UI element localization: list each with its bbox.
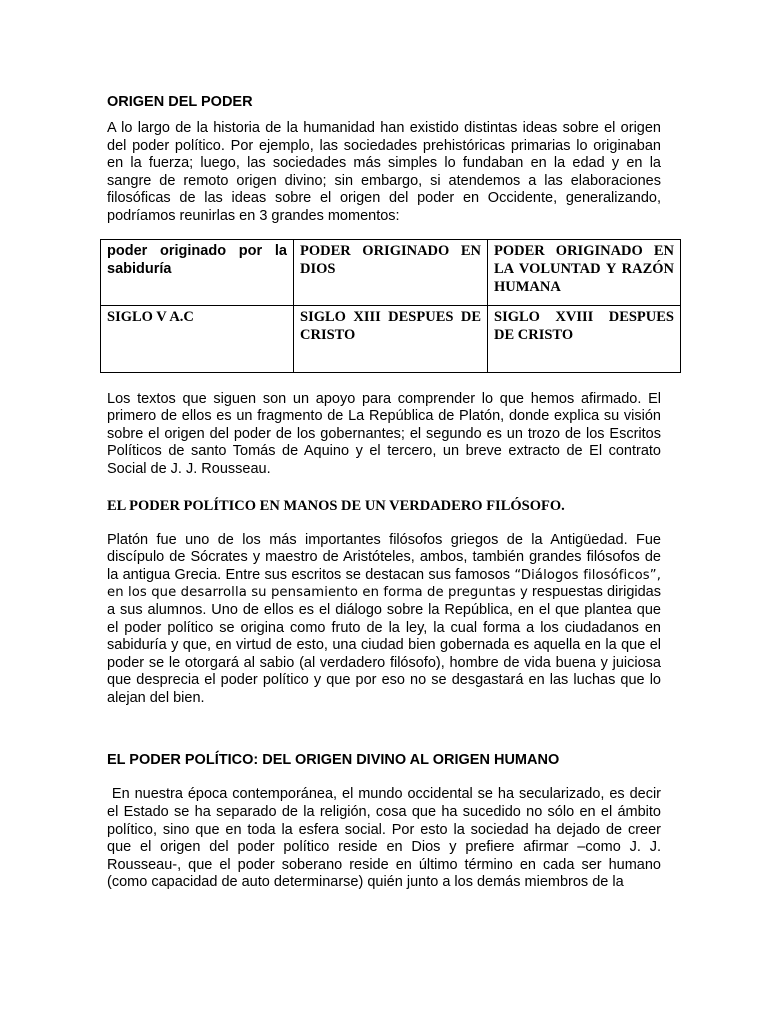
table-header-cell: poder originado por la sabiduría: [101, 239, 294, 305]
table-cell: SIGLO XVIII DESPUES DE CRISTO: [488, 305, 681, 372]
table-row: [101, 305, 681, 372]
section-heading-philosopher: EL PODER POLÍTICO EN MANOS DE UN VERDADERO FILÓSOFO.: [107, 497, 565, 514]
document-title: ORIGEN DEL PODER: [107, 94, 253, 110]
table-row: [101, 239, 681, 305]
table-header-cell: PODER ORIGINADO EN LA VOLUNTAD Y RAZÓN HUMANA: [488, 239, 681, 305]
plato-paragraph: [107, 532, 661, 708]
table-cell: SIGLO V A.C: [101, 305, 294, 372]
section-heading-divine-human: EL PODER POLÍTICO: DEL ORIGEN DIVINO AL ORIGEN HUMANO: [107, 752, 560, 769]
texts-paragraph: Los textos que siguen son un apoyo para comprender lo que hemos afirmado. El primero de ellos es un fragmento de La República de Platón, donde explica su visión sobre el origen del poder de los gobernantes; el segundo es un trozo de los Escritos Políticos de santo Tomás de Aquino y el tercero, un breve extracto de El contrato Social de J. J. Rousseau.: [107, 390, 661, 477]
plato-paragraph-quote: “Diálogos filosóficos”, en los que desarrolla su pensamiento en forma de preguntas y: [107, 567, 661, 601]
table-header-cell: PODER ORIGINADO EN DIOS: [294, 239, 488, 305]
power-origin-table: [100, 239, 681, 373]
intro-paragraph: A lo largo de la historia de la humanidad han existido distintas ideas sobre el origen del poder político. Por ejemplo, las sociedades prehistóricas primarias lo originaban en la fuerza; luego, las sociedades más simples lo fundaban en la edad y en la sangre de remoto origen divino; sin embargo, si atendemos a las elaboraciones filosóficas de las ideas sobre el origen del poder en Occidente, generalizando, podríamos reunirlas en 3 grandes momentos:: [107, 120, 661, 224]
secularization-paragraph: En nuestra época contemporánea, el mundo occidental se ha secularizado, es decir el Estado se ha separado de la religión, cosa que ha sucedido no sólo en el ámbito político, sino que en toda la esfera social. Por esto la sociedad ha dejado de creer que el origen del poder político reside en Dios y prefiere afirmar –como J. J. Rousseau-, que el poder soberano reside en último término en cada ser humano (como capacidad de auto determinarse) quién junto a los demás miembros de la: [107, 786, 666, 891]
table-cell: SIGLO XIII DESPUES DE CRISTO: [294, 305, 488, 372]
plato-paragraph-end: respuestas dirigidas a sus alumnos. Uno de ellos es el diálogo sobre la República, en el que plantea que el poder político se origina como fruto de la ley, la cual forma a los ciudadanos en sabiduría y que, en virtud de esto, una ciudad bien gobernada es aquella en la que el poder se le otorgará al sabio (al verdadero filósofo), hombre de vida buena y juiciosa que desprecia el poder político y que por eso no se desgastará en las luchas que lo alejan del bien.: [107, 584, 661, 706]
document-page: [107, 93, 674, 892]
plato-paragraph-start: Platón fue uno de los más importantes filósofos griegos de la Antigüedad. Fue discípulo de Sócrates y maestro de Aristóteles, ambos, también grandes filósofos de la antigua Grecia. Entre sus escritos se destacan sus famosos: [107, 531, 661, 583]
